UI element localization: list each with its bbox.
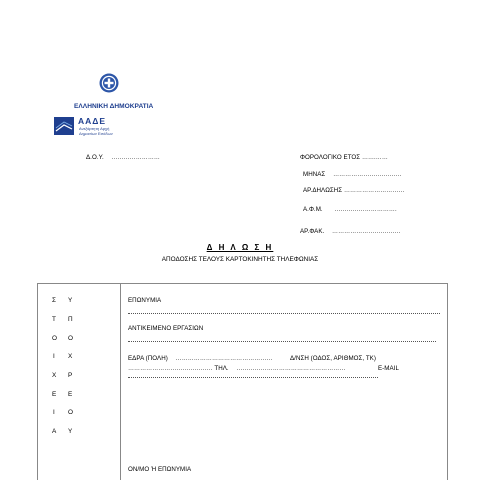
aade-subtitle-line1: Ανεξάρτητη Αρχή bbox=[79, 126, 110, 131]
declaration-number-field[interactable] bbox=[303, 188, 404, 194]
month-field[interactable] bbox=[303, 172, 401, 178]
declaration-title: Δ Η Λ Ω Σ Η bbox=[206, 243, 274, 252]
side-letter: Χ bbox=[68, 353, 73, 360]
aade-title: ΑΑΔΕ bbox=[78, 116, 107, 126]
side-letter: Ι bbox=[53, 353, 55, 360]
file-number-field[interactable] bbox=[300, 229, 400, 235]
month-label: ΜΗΝΑΣ bbox=[303, 171, 326, 178]
phone-label: ΤΗΛ. bbox=[214, 365, 229, 372]
greek-emblem-icon bbox=[99, 73, 119, 93]
side-letter: Σ bbox=[52, 297, 56, 304]
name-label: ΕΠΩΝΥΜΙΑ bbox=[128, 297, 162, 304]
side-letter: Υ bbox=[68, 428, 73, 435]
surname-label: ΟΝ/ΜΟ Ή ΕΠΩΝΥΜΙΑ bbox=[128, 466, 192, 473]
aade-subtitle-line2: Δημοσίων Εσόδων bbox=[79, 131, 113, 136]
side-letter: Ι bbox=[53, 409, 55, 416]
side-letter: Α bbox=[52, 428, 57, 435]
declaration-subtitle: ΑΠΟΔΟΣΗΣ ΤΕΛΟΥΣ ΚΑΡΤΟΚΙΝΗΤΗΣ ΤΗΛΕΦΩΝΙΑΣ bbox=[161, 256, 319, 263]
declaration-number-label: ΑΡ.ΔΗΛΩΣΗΣ bbox=[303, 187, 343, 194]
side-label-column bbox=[37, 283, 121, 480]
afm-dots: …………………………. bbox=[334, 207, 397, 213]
side-letter: Ε bbox=[52, 391, 57, 398]
email-input-line[interactable] bbox=[128, 377, 378, 378]
tax-year-field[interactable] bbox=[300, 155, 388, 161]
tax-year-label: ΦΟΡΟΛΟΓΙΚΟ ΕΤΟΣ bbox=[300, 154, 361, 161]
file-number-label: ΑΡ.ΦΑΚ. bbox=[300, 228, 325, 235]
seat-field[interactable] bbox=[128, 356, 272, 362]
phone-prefix-dots: …………………………………… bbox=[128, 366, 213, 372]
side-letter: Χ bbox=[52, 372, 57, 379]
tax-year-dots: …….…… bbox=[361, 155, 388, 161]
phone-field[interactable] bbox=[128, 366, 345, 372]
file-number-dots: ……………………………. bbox=[332, 229, 401, 235]
side-letter: Ρ bbox=[68, 372, 73, 379]
doy-field[interactable] bbox=[86, 155, 160, 161]
side-letter: Ο bbox=[52, 335, 57, 342]
email-label: E-MAIL bbox=[378, 365, 399, 372]
afm-field[interactable] bbox=[303, 207, 397, 213]
doy-label: Δ.Ο.Υ. bbox=[86, 154, 104, 161]
phone-dots: ……………………………………………… bbox=[236, 366, 346, 372]
doy-dots: …………………… bbox=[111, 155, 160, 161]
seat-dots: ………………………………………… bbox=[175, 356, 273, 362]
seat-label: ΕΔΡΑ (ΠΟΛΗ) bbox=[128, 355, 168, 362]
activity-input-line[interactable] bbox=[128, 341, 436, 342]
name-input-line[interactable] bbox=[128, 313, 440, 314]
side-letter: Π bbox=[68, 316, 73, 323]
address-label: Δ/ΝΣΗ (ΟΔΟΣ, ΑΡΙΘΜΟΣ, ΤΚ) bbox=[290, 355, 376, 362]
side-letter: Τ bbox=[52, 316, 56, 323]
side-letter: Ε bbox=[68, 391, 73, 398]
month-dots: ……………………………. bbox=[333, 172, 402, 178]
side-letter: Ο bbox=[68, 335, 73, 342]
declaration-number-dots: ………………………… bbox=[343, 188, 405, 194]
side-letter: Υ bbox=[68, 297, 73, 304]
aade-logo-icon bbox=[54, 117, 74, 135]
government-title: ΕΛΛΗΝΙΚΗ ΔΗΜΟΚΡΑΤΙΑ bbox=[74, 103, 154, 110]
activity-label: ΑΝΤΙΚΕΙΜΕΝΟ ΕΡΓΑΣΙΩΝ bbox=[128, 325, 204, 332]
side-letter: Ο bbox=[68, 409, 73, 416]
afm-label: Α.Φ.Μ. bbox=[303, 206, 323, 213]
